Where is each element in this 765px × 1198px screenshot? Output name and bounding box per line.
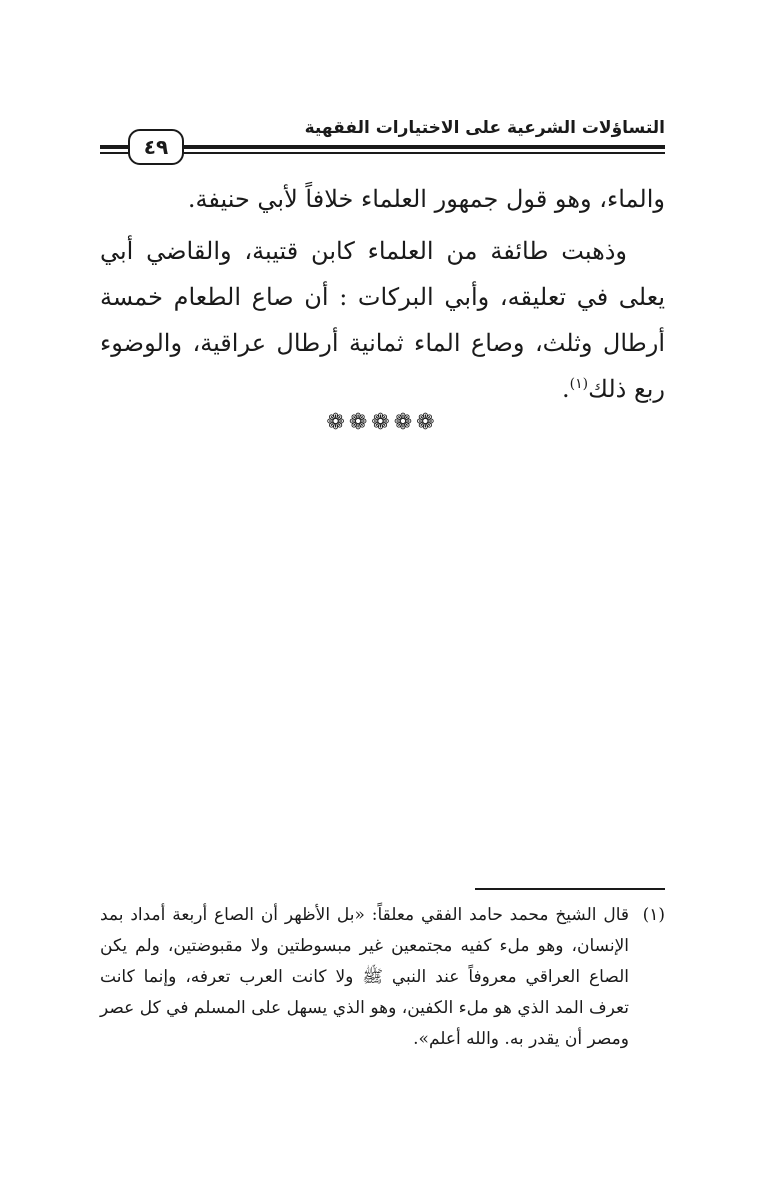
footnote-number: (١): [642, 905, 665, 925]
paragraph-1: والماء، وهو قول جمهور العلماء خلافاً لأبي حنيفة.: [187, 185, 665, 213]
paragraph-2: [100, 228, 665, 412]
main-text: [100, 176, 665, 412]
page-number-badge: [128, 129, 184, 165]
footnote-separator: [475, 888, 665, 890]
book-title: التساؤلات الشرعية على الاختيارات الفقهية: [304, 118, 665, 138]
page-number: ٤٩: [143, 135, 169, 159]
paragraph-2-closing: .: [561, 375, 570, 403]
footnote-reference[interactable]: (١): [569, 376, 589, 392]
running-header: [100, 112, 665, 160]
footnote-text: قال الشيخ محمد حامد الفقي معلقاً: «بل الأظهر أن الصاع أربعة أمداد بمد الإنسان، وهو ملء كفيه مجتمعين غير مبسوطتين ولا مقبوضتين، ولم يكن الصاع العراقي معروفاً عند النبي ﷺ ولا كانت العرب تعرفه، وإنما كانت تعرف المد الذي هو ملء الكفين، وهو الذي يسهل على المسلم في كل عصر ومصر أن يقدر به. والله أعلم».: [100, 905, 629, 1049]
footnote: [100, 900, 665, 1055]
header-rule-thick: [100, 145, 665, 149]
header-rule-thin: [100, 152, 665, 154]
ornament-divider: ❁❁❁❁❁: [326, 410, 439, 435]
paragraph-2-text: وذهبت طائفة من العلماء كابن قتيبة، والقاضي أبي يعلى في تعليقه، وأبي البركات : أن صاع الطعام خمسة أرطال وثلث، وصاع الماء ثمانية أرطال عراقية، والوضوء ربع ذلك: [100, 237, 666, 403]
